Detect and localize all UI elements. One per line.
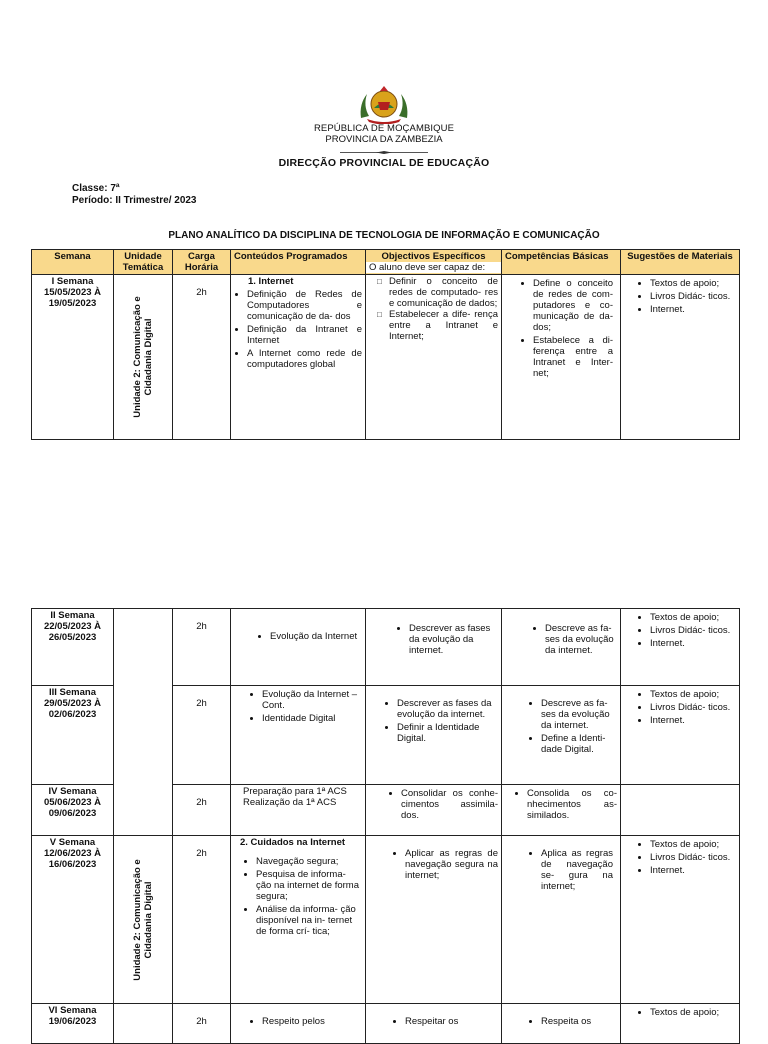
list-item: • Descrever as fases da evolução da internet. xyxy=(409,623,498,656)
mozambique-emblem xyxy=(357,84,411,124)
col-unit: Unidade Temática xyxy=(114,250,173,275)
week-cell: III Semana 29/05/2023 À 02/06/2023 xyxy=(32,686,114,785)
list-item: • Livros Didác- ticos. xyxy=(650,702,736,713)
list-item: • Livros Didác- ticos. xyxy=(650,852,736,863)
list-item: • Livros Didác- ticos. xyxy=(650,625,736,636)
plan-title: PLANO ANALÍTICO DA DISCIPLINA DE TECNOLOGIA DE INFORMAÇÃO E COMUNICAÇÃO xyxy=(168,230,600,241)
list-item: • Internet. xyxy=(650,638,736,649)
list-item: • Descreve as fa- ses da evolução da internet. xyxy=(545,623,617,656)
province-name: PROVINCIA DA ZAMBEZIA xyxy=(325,134,443,145)
table-row xyxy=(32,275,740,440)
col-objectives xyxy=(366,250,502,275)
hours-cell: 2h xyxy=(173,275,231,440)
hours-cell: 2h xyxy=(173,686,231,785)
unit-label: Unidade 2: Comunicação e Cidadania Digital xyxy=(132,296,154,418)
list-item: • Respeitar os xyxy=(405,1016,498,1027)
list-item: • Consolida os co- nhecimentos as- similados. xyxy=(527,788,617,821)
list-item: • Define a Identi- dade Digital. xyxy=(541,733,617,755)
list-item: • Identidade Digital xyxy=(262,713,362,724)
section-title: 1. Internet xyxy=(248,276,294,287)
list-item: • Definição de Redes de Computadores e comunicação de da- dos xyxy=(247,289,362,322)
hours-cell: 2h xyxy=(173,1004,231,1044)
hours-cell: 2h xyxy=(173,785,231,836)
objectives-cell xyxy=(366,686,502,785)
col-contents: Conteúdos Programados xyxy=(231,250,366,275)
unit-cell xyxy=(114,609,173,836)
competencies-cell xyxy=(502,275,621,440)
competencies-cell xyxy=(502,785,621,836)
list-item: • Respeita os xyxy=(541,1016,617,1027)
header-divider xyxy=(340,151,428,154)
list-item: • Textos de apoio; xyxy=(650,612,736,623)
col-objectives-label: Objectivos Específicos xyxy=(381,251,486,262)
list-item: • Definir a Identidade Digital. xyxy=(397,722,498,744)
list-item: • Análise da informa- ção disponível na in- ternet de forma crí- tica; xyxy=(256,904,362,937)
materials-cell xyxy=(621,836,740,1004)
contents-cell xyxy=(231,836,366,1004)
list-item: • Descrever as fases da evolução da internet. xyxy=(397,698,498,720)
materials-cell xyxy=(621,275,740,440)
list-item: • Evolução da Internet xyxy=(270,631,362,642)
materials-cell xyxy=(621,785,740,836)
list-item: • Evolução da Internet – Cont. xyxy=(262,689,362,711)
directorate-title: DIRECÇÃO PROVINCIAL DE EDUCAÇÃO xyxy=(278,157,490,169)
contents-cell xyxy=(231,609,366,686)
week-cell: VI Semana 19/06/2023 xyxy=(32,1004,114,1044)
unit-cell xyxy=(114,836,173,1004)
col-materials: Sugestões de Materiais xyxy=(621,250,740,275)
list-item: • Internet. xyxy=(650,715,736,726)
plan-table-page2 xyxy=(31,608,740,1044)
unit-cell xyxy=(114,275,173,440)
period-line: Período: II Trimestre/ 2023 xyxy=(72,195,197,206)
objectives-cell xyxy=(366,836,502,1004)
list-item: • Navegação segura; xyxy=(256,856,362,867)
contents-cell xyxy=(231,686,366,785)
competencies-cell xyxy=(502,609,621,686)
list-item: • Consolidar os conhe- cimentos assimila- dos. xyxy=(401,788,498,821)
table-header-row xyxy=(32,250,740,275)
list-item: • A Internet como rede de computadores global xyxy=(247,348,362,370)
competencies-cell xyxy=(502,836,621,1004)
competencies-cell xyxy=(502,686,621,785)
objectives-cell xyxy=(366,609,502,686)
list-item: • Respeito pelos xyxy=(262,1016,362,1027)
list-item: • Livros Didác- ticos. xyxy=(650,291,736,302)
list-item: □ Estabelecer a dife- rença entre a Intranet e Internet; xyxy=(389,309,498,342)
list-item: • Internet. xyxy=(650,865,736,876)
list-item: • Define o conceito de redes de com- putadores e co- municação de da- dos; xyxy=(533,278,613,333)
hours-cell: 2h xyxy=(173,836,231,1004)
section-title: 2. Cuidados na Internet xyxy=(240,837,346,848)
list-item: • Textos de apoio; xyxy=(650,689,736,700)
list-item: □ Definir o conceito de redes de computado- res e comunicação de dados; xyxy=(389,276,498,309)
week-cell: II Semana 22/05/2023 À 26/05/2023 xyxy=(32,609,114,686)
list-item: • Aplica as regras de navegação se- gura na internet; xyxy=(541,848,613,892)
list-item: • Estabelece a di- ferença entre a Intranet e Inter- net; xyxy=(533,335,613,379)
table-row xyxy=(32,609,740,686)
week-cell: I Semana 15/05/2023 À 19/05/2023 xyxy=(32,275,114,440)
materials-cell xyxy=(621,609,740,686)
col-objectives-note: O aluno deve ser capaz de: xyxy=(366,262,501,273)
list-item: • Textos de apoio; xyxy=(650,1007,736,1018)
contents-cell: Preparação para 1ª ACS Realização da 1ª ACS xyxy=(231,785,366,836)
republic-name: REPÚBLICA DE MOÇAMBIQUE xyxy=(313,123,455,134)
hours-cell: 2h xyxy=(173,609,231,686)
table-row xyxy=(32,836,740,1004)
list-item: • Textos de apoio; xyxy=(650,278,736,289)
plan-table-page1 xyxy=(31,249,740,440)
col-hours: Carga Horária xyxy=(173,250,231,275)
week-cell: V Semana 12/06/2023 À 16/06/2023 xyxy=(32,836,114,1004)
col-competencies: Competências Básicas xyxy=(502,250,621,275)
list-item: • Definição da Intranet e Internet xyxy=(247,324,362,346)
contents-cell xyxy=(231,275,366,440)
col-week: Semana xyxy=(32,250,114,275)
materials-cell xyxy=(621,686,740,785)
list-item: • Descreve as fa- ses da evolução da internet. xyxy=(541,698,617,731)
objectives-cell xyxy=(366,785,502,836)
objectives-cell xyxy=(366,275,502,440)
week-cell: IV Semana 05/06/2023 À 09/06/2023 xyxy=(32,785,114,836)
class-line: Classe: 7ª xyxy=(72,183,120,194)
list-item: • Pesquisa de informa- ção na internet de forma segura; xyxy=(256,869,362,902)
list-item: • Internet. xyxy=(650,304,736,315)
list-item: • Textos de apoio; xyxy=(650,839,736,850)
list-item: • Aplicar as regras de navegação segura na internet; xyxy=(405,848,498,881)
unit-label: Unidade 2: Comunicação e Cidadania Digital xyxy=(132,858,154,981)
